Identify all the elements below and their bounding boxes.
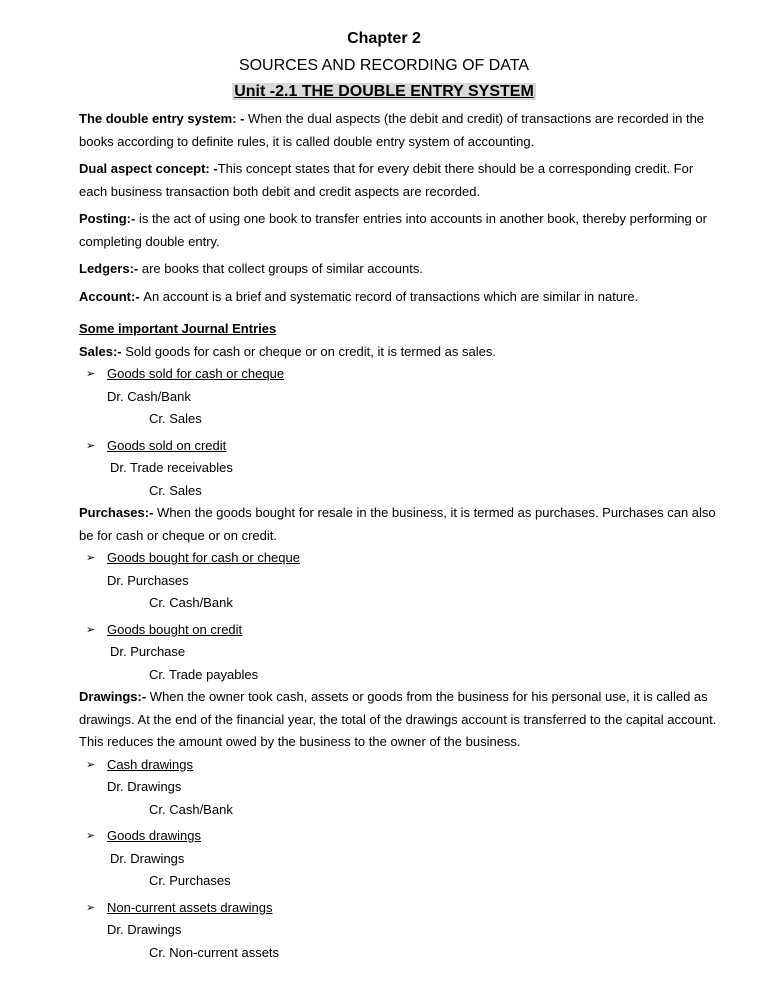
entry: [79, 897, 719, 920]
term: Account:-: [79, 288, 144, 304]
definition-text: are books that collect groups of similar accounts.: [141, 261, 423, 276]
debit-line: Dr. Trade receivables: [110, 460, 233, 475]
definition-dual-aspect: [79, 158, 719, 203]
arrow-bullet-icon: ➢: [86, 901, 96, 914]
entry: [79, 754, 719, 777]
term: Sales:-: [79, 343, 126, 359]
debit-line: Dr. Cash/Bank: [107, 388, 191, 404]
unit-heading-wrap: [0, 83, 768, 101]
credit-line: Cr. Trade payables: [149, 666, 259, 682]
term: Purchases:-: [79, 505, 158, 520]
document-body: [79, 108, 719, 964]
credit-line: Cr. Purchases: [149, 873, 231, 888]
arrow-bullet-icon: ➢: [86, 758, 96, 771]
term: Drawings:-: [79, 689, 150, 704]
credit-line: Cr. Cash/Bank: [149, 595, 233, 610]
definition-text: An account is a brief and systematic record of transactions which are similar in nature.: [143, 288, 639, 304]
arrow-bullet-icon: ➢: [86, 552, 96, 564]
credit-line: Cr. Sales: [149, 411, 202, 426]
definition-ledgers: [79, 258, 719, 281]
term: Ledgers:-: [79, 261, 142, 276]
definition-text: This concept states that for every debit there should be a corresponding credit. For each business transaction both debit and credit aspects are recorded.: [79, 161, 694, 199]
term: Posting:-: [79, 211, 139, 226]
credit-line: Cr. Cash/Bank: [149, 801, 233, 817]
definition-text: When the dual aspects (the debit and credit) of transactions are recorded in the books according to definite rules, it is called double entry system of accounting.: [79, 111, 705, 149]
entry: [79, 435, 719, 458]
term: The double entry system: -: [79, 111, 249, 126]
chapter-heading: Chapter 2: [347, 30, 421, 47]
arrow-bullet-icon: ➢: [86, 623, 96, 636]
entry-title: Cash drawings: [107, 756, 193, 772]
definition-account: [79, 286, 719, 309]
credit-line: Cr. Non-current assets: [149, 944, 280, 960]
entry-title: Goods bought on credit: [107, 621, 243, 637]
definition-double-entry: [79, 108, 719, 153]
entry: [79, 547, 719, 570]
arrow-bullet-icon: ➢: [86, 439, 96, 452]
entry-title: Goods sold on credit: [107, 437, 227, 453]
credit-line: Cr. Sales: [149, 482, 202, 498]
definition-posting: [79, 208, 719, 253]
section-sales: [79, 341, 719, 364]
definition-text: is the act of using one book to transfer entries into accounts in another book, thereby performing or completing double entry.: [79, 211, 707, 249]
debit-line: Dr. Purchase: [110, 644, 186, 659]
arrow-bullet-icon: ➢: [86, 368, 96, 380]
term: Dual aspect concept: -: [79, 161, 218, 176]
section-text: Sold goods for cash or cheque or on credit, it is termed as sales.: [125, 343, 496, 359]
entry-title: Non-current assets drawings: [107, 899, 273, 915]
arrow-bullet-icon: ➢: [86, 830, 96, 842]
debit-line: Dr. Drawings: [110, 850, 185, 866]
entry-title: Goods drawings: [107, 828, 201, 843]
debit-line: Dr. Drawings: [107, 779, 182, 794]
section-text: When the owner took cash, assets or goods from the business for his personal use, it is called as drawings. At the end of the financial year, the total of the drawings account is transferred to the capital account. This reduces the amount owed by the business to the owner of the business.: [79, 689, 717, 749]
section-drawings: [79, 686, 719, 754]
chapter-title: SOURCES AND RECORDING OF DATA: [238, 57, 530, 74]
section-text: When the goods bought for resale in the business, it is termed as purchases. Purchases can also be for cash or cheque or on credit.: [79, 505, 716, 543]
section-purchases: [79, 502, 719, 547]
entry-title: Goods bought for cash or cheque: [107, 550, 300, 565]
debit-line: Dr. Drawings: [107, 922, 182, 937]
entry-title: Goods sold for cash or cheque: [107, 366, 285, 381]
entry: [79, 825, 719, 848]
entry: [79, 363, 719, 386]
journal-heading: Some important Journal Entries: [79, 321, 277, 336]
debit-line: Dr. Purchases: [107, 572, 189, 588]
unit-heading: Unit -2.1 THE DOUBLE ENTRY SYSTEM: [234, 83, 534, 100]
entry: [79, 619, 719, 642]
